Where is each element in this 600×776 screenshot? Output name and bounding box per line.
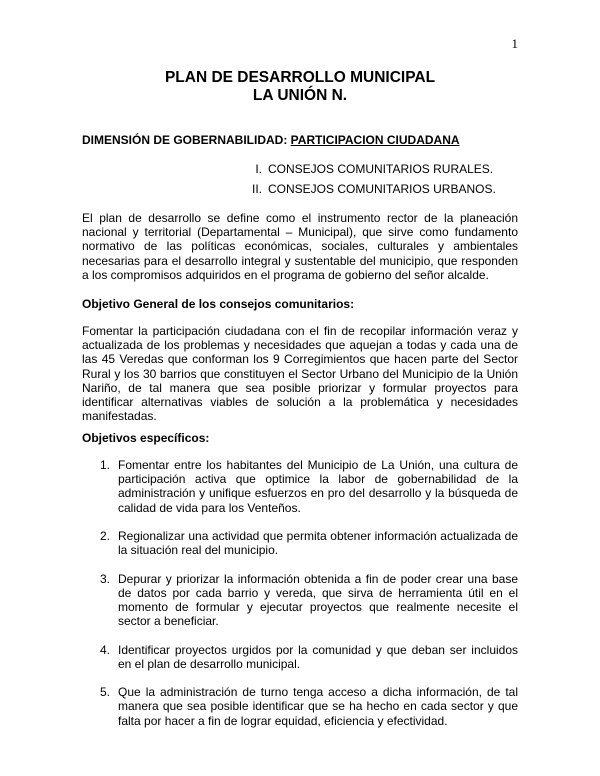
- list-item: [82, 643, 518, 671]
- list-item: [82, 572, 518, 629]
- page-number: 1: [511, 36, 518, 51]
- list-item-number: 2.: [100, 529, 111, 543]
- dimension-heading: [82, 133, 460, 147]
- list-item: [82, 458, 518, 515]
- list-item-number: I.: [255, 162, 262, 176]
- title-line-2: LA UNIÓN N.: [252, 87, 348, 104]
- list-item-number: 1.: [100, 458, 111, 472]
- list-item: [240, 179, 496, 199]
- list-item-text: CONSEJOS COMUNITARIOS RURALES.: [268, 162, 494, 176]
- list-item-number: 3.: [100, 571, 111, 586]
- list-item-number: II.: [251, 182, 262, 196]
- dimension-label: DIMENSIÓN DE GOBERNABILIDAD:: [82, 133, 291, 147]
- dimension-value: PARTICIPACION CIUDADANA: [290, 133, 460, 147]
- list-item-number: 5.: [100, 685, 111, 700]
- list-item-text: Que la administración de turno tenga acceso a dicha información, de tal manera que sea posible identificar que se ha hecho en cada sector y que falta por hacer a fin de lograr equidad, eficiencia y efectividad.: [118, 685, 518, 728]
- specific-objectives-list: [82, 458, 518, 742]
- title-line-1: PLAN DE DESARROLLO MUNICIPAL: [164, 69, 436, 86]
- councils-list: [240, 159, 496, 199]
- list-item-number: 4.: [100, 642, 111, 657]
- list-item-text: CONSEJOS COMUNITARIOS URBANOS.: [268, 182, 496, 196]
- list-item-text: Depurar y priorizar la información obtenida a fin de poder crear una base de datos por cada barrio y vereda, que sirva de herramienta útil en el momento de formular y ejecutar proyectos que realmente necesite el sector a beneficiar.: [118, 571, 518, 629]
- general-objective-paragraph: Fomentar la participación ciudadana con el fin de recopilar información veraz y actualizada de los problemas y necesidades que aquejan a todas y cada una de las 45 Veredas que conforman los 9 Corregimientos que hacen parte del Sector Rural y los 30 barrios que constituyen el Sector Urbano del Municipio de la Unión Nariño, de tal manera que sea posible priorizar y formular proyectos para identificar alternativas viables de solución a la problemática y necesidades manifestadas.: [82, 324, 518, 424]
- list-item-text: Fomentar entre los habitantes del Municipio de La Unión, una cultura de participación activa que optimice la labor de gobernabilidad de la administración y unifique esfuerzos en pro del desarrollo y la búsqueda de calidad de vida para los Venteños.: [118, 458, 518, 515]
- list-item: [82, 685, 518, 728]
- list-item: [82, 529, 518, 557]
- list-item-text: Identificar proyectos urgidos por la comunidad y que deban ser incluidos en el plan de desarrollo municipal.: [118, 642, 518, 671]
- list-item: [240, 159, 496, 179]
- document-title: [0, 69, 600, 105]
- general-objective-heading: Objetivo General de los consejos comunitarios:: [82, 297, 355, 311]
- intro-paragraph: El plan de desarrollo se define como el instrumento rector de la planeación nacional y territorial (Departamental – Municipal), que sirve como fundamento normativo de las políticas económicas, sociales, culturales y ambientales necesarias para el desarrollo integral y sustentable del municipio, que responden a los compromisos adquiridos en el programa de gobierno del señor alcalde.: [82, 211, 518, 282]
- specific-objectives-heading: Objetivos específicos:: [82, 431, 210, 445]
- list-item-text: Regionalizar una actividad que permita obtener información actualizada de la situación real del municipio.: [118, 529, 518, 558]
